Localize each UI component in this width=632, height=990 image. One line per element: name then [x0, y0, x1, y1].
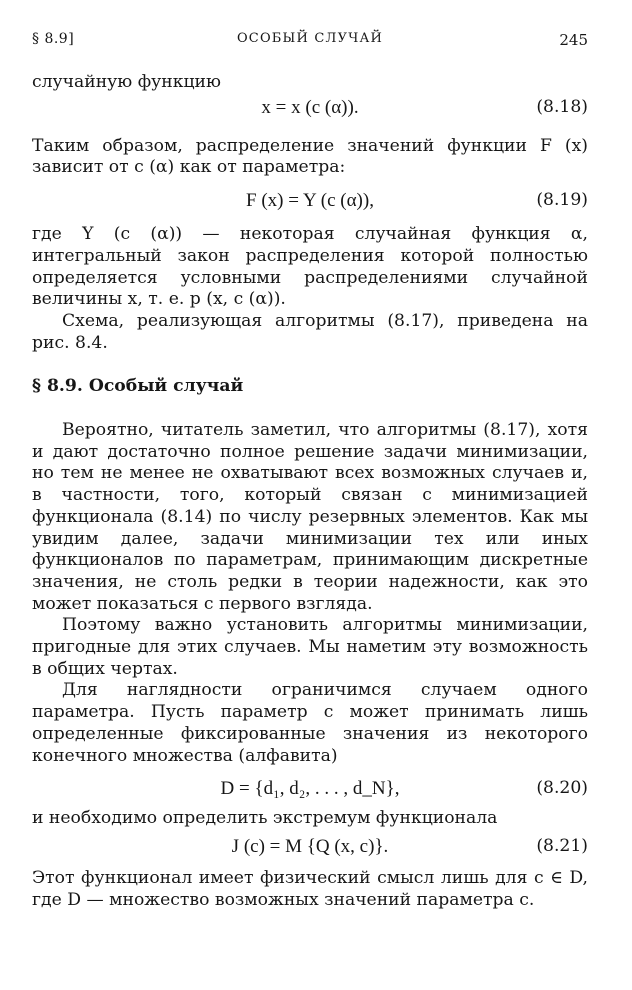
- paragraph-2: Таким образом, распределение значений функции F (x) зависит от c (α) как от параметра:: [32, 135, 588, 178]
- page-number: 245: [559, 31, 588, 49]
- equation-number: (8.21): [536, 835, 588, 856]
- equation-8-21: [32, 833, 588, 860]
- header-section-ref: § 8.9]: [32, 31, 75, 47]
- equation-formula: x = x (c (α)).: [261, 96, 359, 118]
- equation-8-18: [32, 94, 588, 121]
- paragraph-4: Схема, реализующая алгоритмы (8.17), приведена на рис. 8.4.: [32, 310, 588, 353]
- equation-number: (8.18): [536, 96, 588, 117]
- equation-formula: J (c) = M {Q (x, c)}.: [231, 835, 389, 857]
- page-body: [32, 72, 588, 911]
- equation-formula: D = {d₁, d₂, . . . , d_N},: [220, 778, 400, 800]
- equation-8-20: [32, 775, 588, 802]
- paragraph-7: Для наглядности ограничимся случаем одного параметра. Пусть параметр c может принимать лишь определенные фиксированные значения из некоторого конечного множества (алфавита): [32, 680, 588, 766]
- equation-number: (8.19): [536, 190, 588, 211]
- running-header: [32, 31, 588, 51]
- paragraph-1: случайную функцию: [32, 72, 221, 92]
- equation-formula: F (x) = Y (c (α)),: [246, 190, 374, 212]
- paragraph-6: Поэтому важно установить алгоритмы минимизации, пригодные для этих случаев. Мы наметим эту возможность в общих чертах.: [32, 615, 588, 679]
- section-heading: § 8.9. Особый случай: [32, 376, 244, 397]
- paragraph-9: Этот функционал имеет физический смысл лишь для c ∈ D, где D — множество возможных значений параметра c.: [32, 867, 588, 910]
- header-title: ОСОБЫЙ СЛУЧАЙ: [236, 31, 384, 46]
- paragraph-3: где Y (c (α)) — некоторая случайная функция α, интегральный закон распределения которой полностью определяется условными распределениями случайной величины x, т. е. p (x, c (α)).: [32, 224, 588, 310]
- equation-8-19: [32, 187, 588, 214]
- paragraph-8: и необходимо определить экстремум функционала: [32, 808, 498, 829]
- spacer: [32, 124, 588, 136]
- paragraph-5: Вероятно, читатель заметил, что алгоритмы (8.17), хотя и дают достаточно полное решение задачи минимизации, но тем не менее не охватывают всех возможных случаев и, в частности, того, который связан с минимизацией функционала (8.14) по числу резервных элементов. Как мы увидим далее, задачи минимизации тех или иных функционалов по параметрам, принимающим дискретные значения, не столь редки в теории надежности, как это может показаться с первого взгляда.: [32, 420, 588, 614]
- equation-number: (8.20): [536, 778, 588, 799]
